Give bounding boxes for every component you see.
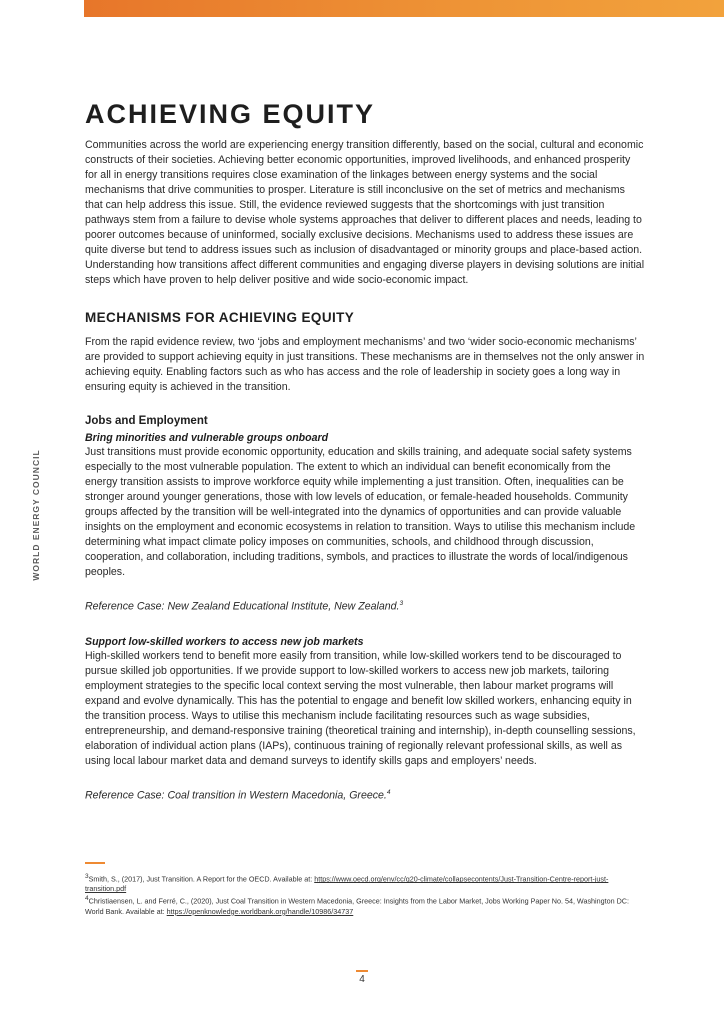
footnote-4-link[interactable]: https://openknowledge.worldbank.org/handle/10986/34737 [166, 906, 354, 916]
mechanism-2-reference-text: Reference Case: Coal transition in Western Macedonia, Greece. [85, 789, 387, 802]
footnote-3 [85, 872, 645, 894]
header-accent-bar [84, 0, 724, 17]
page-number: 4 [359, 974, 365, 985]
mechanism-2-reference [85, 785, 645, 804]
footnote-3-text: Smith, S., (2017), Just Transition. A Report for the OECD. Available at: [88, 874, 315, 884]
side-label-text: WORLD ENERGY COUNCIL [31, 449, 41, 581]
page-title: ACHIEVING EQUITY [85, 99, 376, 129]
footnote-3-mark: 3 [85, 873, 89, 880]
side-label [30, 449, 42, 581]
footnote-3-link[interactable]: https://www.oecd.org/env/cc/g20-climate/collapsecontents/Just-Transition-Centre-report-just-transition.pdf [85, 874, 609, 894]
jobs-heading: Jobs and Employment [85, 415, 208, 427]
mechanisms-intro: From the rapid evidence review, two ‘jobs and employment mechanisms’ and two ‘wider socio-economic mechanisms’ are provided to support achieving equity in just transitions. These mechanisms are in themselves not the only answer in achieving equity. Enabling factors such as who has access and the role of leadership in society goes a long way in ensuring equity is achieved in the transition. [85, 336, 645, 393]
footnote-ref-3[interactable]: 3 [399, 600, 404, 607]
mechanism-1-reference [85, 596, 645, 615]
intro-paragraph: Communities across the world are experiencing energy transition differently, based on the social, cultural and economic constructs of their societies. Achieving better economic opportunities, improved livelihoods, and enhanced prosperity for all in energy transitions requires close examination of the linkages between energy systems and the social mechanisms that drive communities to prosper. Literature is still inconclusive on the set of metrics and mechanisms that can help address this issue. Still, the evidence reviewed suggests that the shortcomings with just transition pathways stem from a failure to devise whole systems approaches that deliver to different places and needs, leading to poorer outcomes because of uninformed, socially exclusive decisions. Mechanisms used to address these issues are quite diverse but tend to address issues such as inclusion of disadvantaged or minority groups and place-based action. Understanding how transitions affect different communities and engaging diverse players in devising solutions are initial steps which have proven to help deliver positive and wide socio-economic impact. [85, 139, 645, 286]
footnote-4-mark: 4 [85, 895, 89, 903]
footnote-divider [85, 862, 105, 864]
mechanism-2-body: High-skilled workers tend to benefit more easily from transition, while low-skilled workers tend to be discouraged to pursue skilled job opportunities. If we provide support to low-skilled workers to access new job markets, tailoring employment strategies to the specific local context serving the most vulnerable, then labour market programs will expand and evolve dynamically. This has the potential to engage and benefit low skilled workers, enhancing equity in the transition process. Ways to utilise this mechanism include facilitating resources such as wage subsidies, entrepreneurship, and demand-responsive training (theoretical training and internship), in-depth counselling sessions, elaboration of individual action plans (IAPs), continuous training of regionally relevant professional skills, as well as using local labour market data and demand surveys to identify skills gaps and employers’ needs. [85, 649, 636, 767]
mechanism-1-title: Bring minorities and vulnerable groups onboard [85, 432, 329, 444]
page-number-divider [356, 970, 368, 972]
mechanisms-heading: MECHANISMS FOR ACHIEVING EQUITY [85, 310, 355, 325]
footnote-ref-4[interactable]: 4 [386, 788, 391, 796]
footnote-4 [85, 894, 645, 916]
main-content [85, 98, 645, 803]
footnote-4-text: Christiaensen, L. and Ferré, C., (2020), Just Coal Transition in Western Macedonia, Greece: Insights from the Labor Market, Jobs Working Paper No. 54, Washington DC: World Bank. Available at: [85, 896, 629, 916]
mechanism-block-2 [85, 635, 645, 804]
mechanism-2-title: Support low-skilled workers to access new job markets [85, 635, 364, 648]
mechanism-block-1 [85, 431, 645, 615]
mechanism-1-reference-text: Reference Case: New Zealand Educational Institute, New Zealand. [85, 600, 400, 613]
footnotes [85, 872, 645, 917]
mechanism-1-body: Just transitions must provide economic opportunity, education and skills training, and adequate social safety systems especially to the most vulnerable population. The extent to which an individual can benefit economically from the energy transition assists to improve workforce equity while implementing a just transition. Often, inequalities can be stronger around younger generations, those with low levels of education, or female-headed households. Community groups affected by the transition will be well-integrated into the dynamics of opportunities and can provide valuable insights on the employment and economic ecosystems in relation to transition. Ways to utilise this mechanism include determining what impact climate policy imposes on communities, schools, and childhood through discussion, cooperation, and collaboration, including traditions, symbols, and practices to illustrate the words of local/indigenous peoples. [85, 446, 636, 578]
